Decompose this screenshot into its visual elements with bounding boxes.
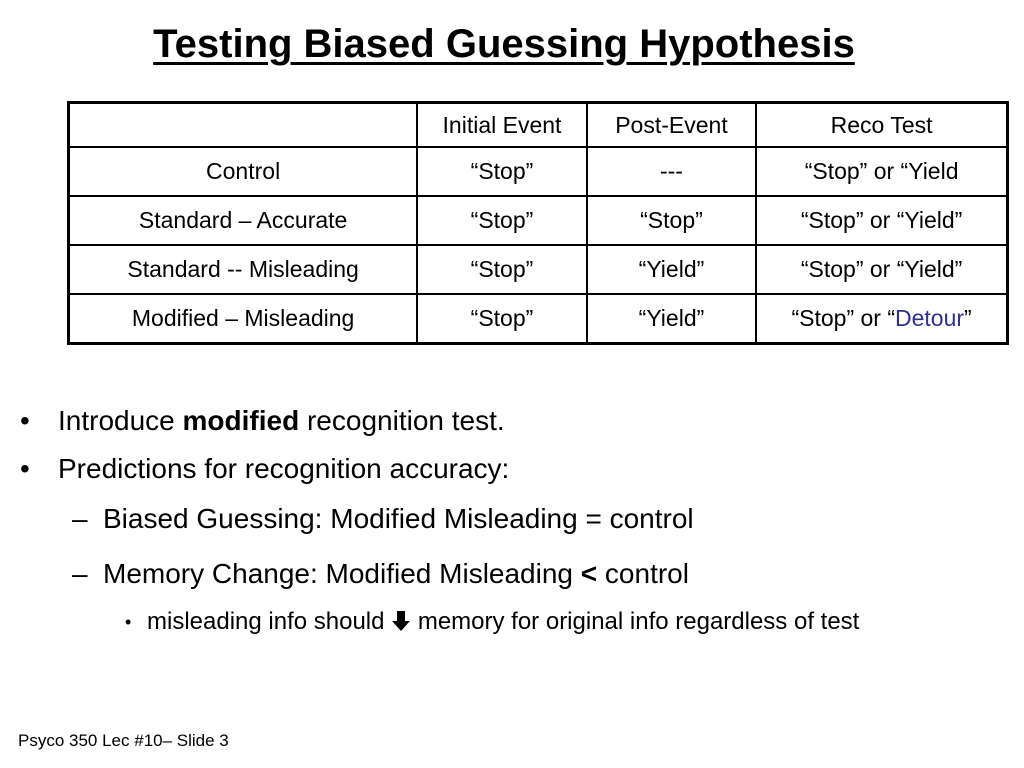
bullet-text-pre: Introduce bbox=[58, 405, 183, 436]
bullet-mark: • bbox=[20, 405, 30, 436]
table-cell: Control bbox=[69, 147, 418, 196]
bullet-mark: • bbox=[125, 612, 132, 632]
sub-sub-bullet-text-pre: misleading info should bbox=[147, 608, 392, 635]
table-cell: “Yield” bbox=[587, 294, 756, 344]
down-arrow-icon bbox=[391, 606, 411, 628]
bullet-text: Predictions for recognition accuracy: bbox=[58, 453, 510, 484]
sub-sub-bullet-misleading bbox=[125, 603, 1020, 641]
bullet-text-bold: modified bbox=[182, 405, 300, 436]
less-than-symbol: < bbox=[580, 558, 598, 589]
table-header-row bbox=[69, 103, 1008, 148]
slide-footer: Psyco 350 Lec #10– Slide 3 bbox=[18, 731, 229, 750]
table-cell: “Stop” or “Yield” bbox=[756, 245, 1007, 294]
detour-highlight: Detour bbox=[895, 305, 965, 331]
table-cell: “Stop” bbox=[417, 245, 587, 294]
table-cell: “Stop” bbox=[417, 196, 587, 245]
table-row bbox=[69, 294, 1008, 344]
sub-bullet-text-post: control bbox=[597, 558, 689, 589]
table-header-cell: Reco Test bbox=[756, 103, 1007, 148]
bullet-mark: • bbox=[20, 453, 30, 484]
sub-bullet-text: Biased Guessing: Modified Misleading = control bbox=[103, 503, 694, 534]
table-header-cell: Post-Event bbox=[587, 103, 756, 148]
bullet-text-post: recognition test. bbox=[299, 405, 505, 436]
reco-text: “Stop” or “ bbox=[791, 305, 895, 331]
table-cell-detour bbox=[756, 294, 1007, 344]
table-cell: “Stop” bbox=[417, 147, 587, 196]
conditions-table bbox=[67, 101, 1009, 345]
sub-sub-bullet-text bbox=[147, 603, 1020, 641]
table-cell: “Stop” or “Yield bbox=[756, 147, 1007, 196]
table-cell: Standard -- Misleading bbox=[69, 245, 418, 294]
sub-bullet-text bbox=[103, 557, 689, 591]
sub-sub-bullet-text-post: memory for original info regardless of test bbox=[411, 608, 860, 635]
table-row bbox=[69, 147, 1008, 196]
table-cell: “Stop” bbox=[417, 294, 587, 344]
dash-mark: – bbox=[72, 558, 88, 589]
table-cell: --- bbox=[587, 147, 756, 196]
table-row bbox=[69, 245, 1008, 294]
sub-bullet-text-pre: Memory Change: Modified Misleading bbox=[103, 558, 581, 589]
table-cell: Standard – Accurate bbox=[69, 196, 418, 245]
table-cell: “Stop” bbox=[587, 196, 756, 245]
dash-mark: – bbox=[72, 503, 88, 534]
table-cell: Modified – Misleading bbox=[69, 294, 418, 344]
table-row bbox=[69, 196, 1008, 245]
reco-text-close: ” bbox=[964, 305, 972, 331]
slide-title: Testing Biased Guessing Hypothesis bbox=[153, 22, 855, 66]
table-header-cell: Initial Event bbox=[417, 103, 587, 148]
bullet-text bbox=[58, 404, 505, 438]
table-cell: “Stop” or “Yield” bbox=[756, 196, 1007, 245]
table-header-cell bbox=[69, 103, 418, 148]
table-cell: “Yield” bbox=[587, 245, 756, 294]
